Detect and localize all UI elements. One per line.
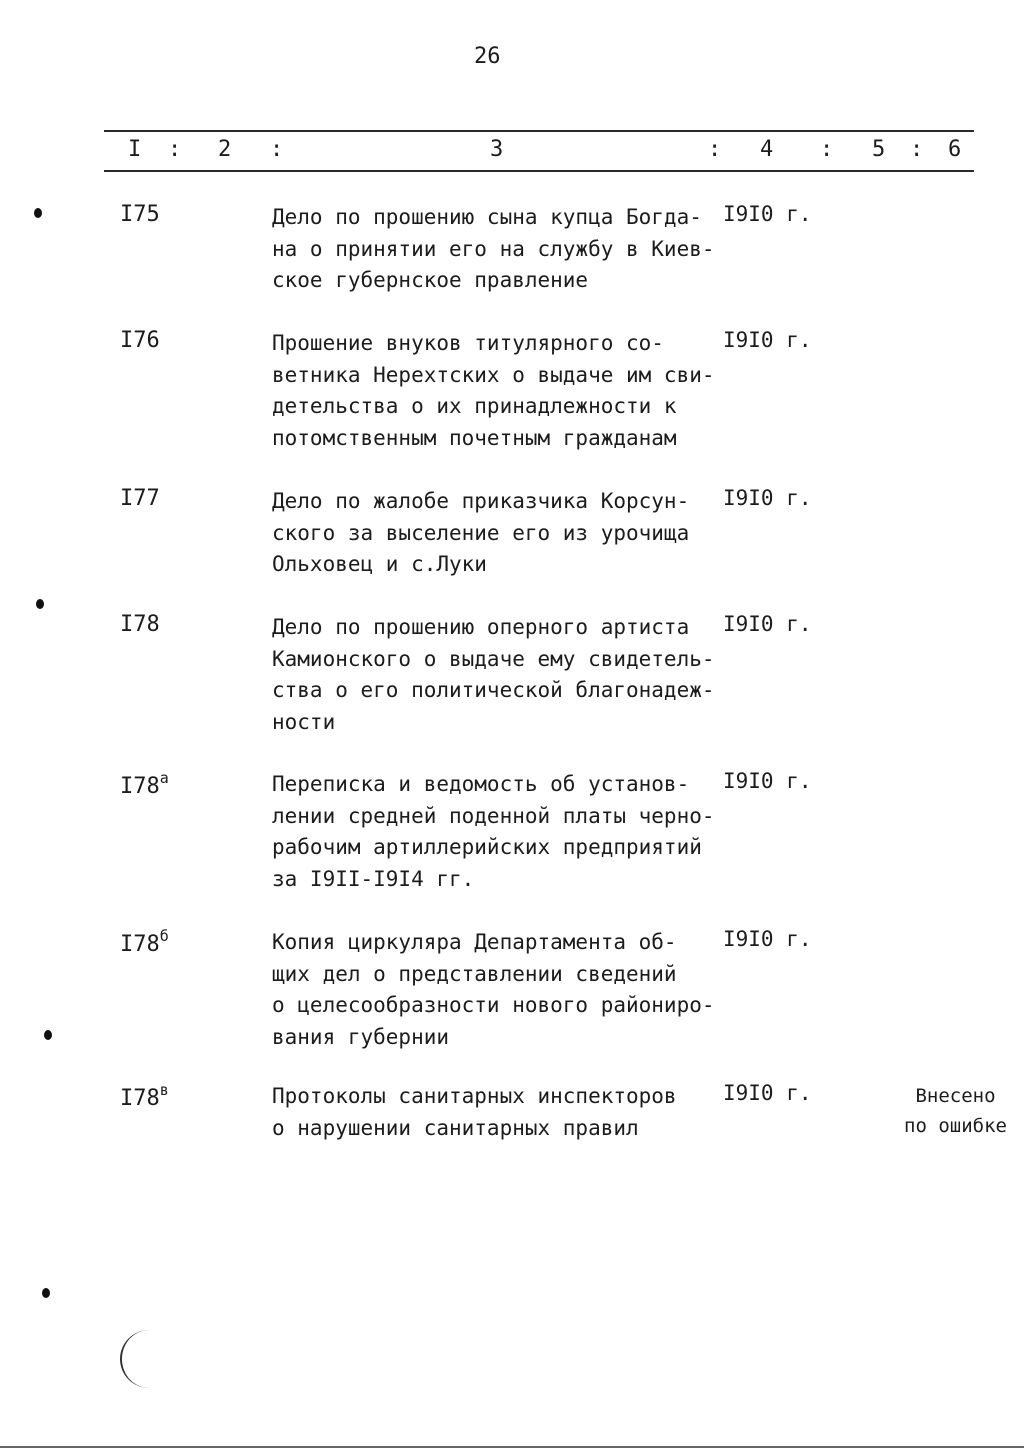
- column-6-header: 6: [948, 137, 962, 162]
- entry-date: I9I0 г.: [723, 202, 812, 226]
- entry-title-line: ветника Нерехтских о выдаче им сви-: [272, 362, 715, 387]
- column-4-header: 4: [760, 137, 774, 162]
- binder-hole: [34, 208, 42, 218]
- entry-date: I9I0 г.: [723, 328, 812, 352]
- entry-number: $I78^в$: [120, 1081, 169, 1111]
- scan-bottom-edge: [0, 1446, 1024, 1448]
- entry-title: [272, 612, 722, 738]
- binder-hole: [44, 1030, 52, 1040]
- entry-title-line: ского за выселение его из урочища: [272, 520, 690, 545]
- entry-number-letter: б: [159, 927, 169, 945]
- entry-number: I76: [120, 328, 160, 353]
- entry-title-line: о нарушении санитарных правил: [272, 1115, 639, 1140]
- column-separator: :: [708, 137, 722, 162]
- entry-title-line: вания губернии: [272, 1024, 450, 1049]
- column-separator: :: [168, 137, 182, 162]
- column-1-header: I: [128, 137, 142, 162]
- binder-hole: [36, 599, 44, 609]
- entry-title: [272, 202, 722, 297]
- column-separator: :: [820, 137, 834, 162]
- header-bottom-rule: [104, 170, 974, 172]
- entry-title-line: Дело по жалобе приказчика Корсун-: [272, 489, 690, 513]
- pencil-mark: [120, 1330, 152, 1388]
- column-separator: :: [270, 137, 284, 162]
- header-top-rule: [104, 130, 974, 132]
- entry-title-line: Прошение внуков титулярного со-: [272, 331, 664, 355]
- entry-number-letter: в: [159, 1081, 169, 1099]
- entry-number: $I78^а$: [120, 769, 169, 799]
- column-header-row: [0, 137, 1024, 167]
- entry-title: [272, 927, 722, 1053]
- binder-hole: [42, 1288, 50, 1298]
- entry-title: [272, 486, 722, 581]
- entry-title-line: за I9II-I9I4 гг.: [272, 866, 475, 891]
- entry-date: I9I0 г.: [723, 612, 812, 636]
- entry-title-line: Переписка и ведомость об установ-: [272, 772, 690, 796]
- column-separator: :: [910, 137, 924, 162]
- entry-title-line: лении средней поденной платы черно-: [272, 803, 715, 828]
- entry-title-line: о целесообразности нового райониро-: [272, 993, 715, 1017]
- entry-number: $I78^б$: [120, 927, 169, 957]
- entry-number-letter: а: [159, 769, 169, 787]
- entry-title-line: щих дел о представлении сведений: [272, 961, 677, 986]
- entry-title-line: ское губернское правление: [272, 268, 589, 292]
- entry-number: I75: [120, 202, 160, 227]
- entry-title-line: потомственным почетным гражданам: [272, 425, 677, 450]
- entry-title-line: Камионского о выдаче ему свидетель-: [272, 646, 715, 671]
- entry-title-line: на о принятии его на службу в Киев-: [272, 236, 715, 261]
- entry-title-line: ности: [272, 709, 336, 734]
- entry-title-line: рабочим артиллерийских предприятий: [272, 835, 702, 859]
- entry-title: [272, 1081, 722, 1144]
- entry-title-line: Копия циркуляра Департамента об-: [272, 930, 677, 954]
- entry-title-line: ства о его политической благонадеж-: [272, 678, 715, 702]
- entry-date: I9I0 г.: [723, 769, 812, 793]
- column-5-header: 5: [872, 137, 886, 162]
- entry-date: I9I0 г.: [723, 1081, 812, 1105]
- entry-title-line: детельства о их принадлежности к: [272, 394, 677, 418]
- entry-date: I9I0 г.: [723, 486, 812, 510]
- entry-title: [272, 769, 722, 895]
- entry-number: I77: [120, 486, 160, 511]
- entry-date: I9I0 г.: [723, 927, 812, 951]
- entry-note-line: Внесено: [915, 1085, 996, 1107]
- entry-title: [272, 328, 722, 454]
- entry-title-line: Протоколы санитарных инспекторов: [272, 1084, 677, 1108]
- entry-note: [904, 1081, 1007, 1141]
- entry-title-line: Дело по прошению сына купца Богда-: [272, 205, 702, 229]
- column-3-header: 3: [490, 137, 504, 162]
- entry-title-line: Ольховец и с.Луки: [272, 552, 487, 576]
- entry-title-line: Дело по прошению оперного артиста: [272, 615, 690, 639]
- entry-note-line: по ошибке: [904, 1115, 1007, 1137]
- page-number: 26: [474, 44, 501, 69]
- entry-number: I78: [120, 612, 160, 637]
- column-2-header: 2: [218, 137, 232, 162]
